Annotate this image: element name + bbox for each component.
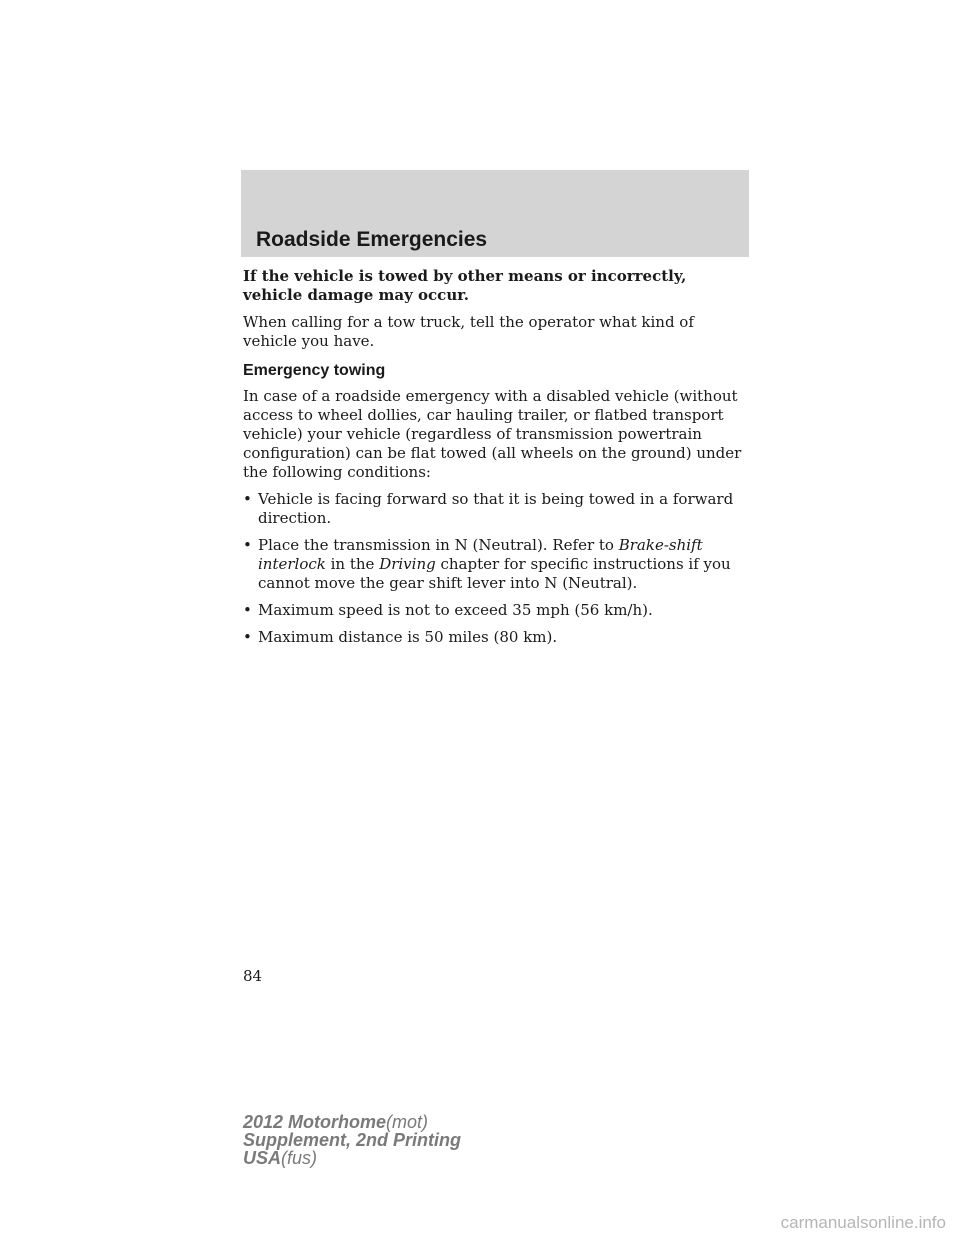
list-item-text: chapter for specific instructions if you cannot move the gear shift lever into N (Neutral). [258,555,731,592]
intro-paragraph: When calling for a tow truck, tell the operator what kind of vehicle you have. [243,313,694,350]
list-item-text: Maximum distance is 50 miles (80 km). [258,628,558,646]
list-item [243,628,743,647]
watermark: carmanualsonline.info [780,1213,946,1232]
footer-line-2: Supplement, 2nd Printing [243,1130,462,1150]
footer-model-code: (mot) [386,1112,429,1132]
list-item [243,490,743,528]
emergency-towing-heading: Emergency towing [243,362,386,379]
section-header-title: Roadside Emergencies [256,228,488,251]
list-item [243,601,743,620]
page-content [243,267,743,655]
emergency-towing-paragraph: In case of a roadside emergency with a disabled vehicle (without access to wheel dollies, car hauling trailer, or flatbed transport vehicle) your vehicle (regardless of transmission powertrain configuration) can be flat towed (all wheels on the ground) under the following conditions: [243,387,742,481]
footer-line-1 [243,1113,461,1131]
footer-market-code: (fus) [281,1148,318,1168]
bullet-icon: • [243,601,252,619]
brake-shift-interlock-reference: Brake-shift interlock [258,536,703,573]
list-item-text: Vehicle is facing forward so that it is being towed in a forward direction. [258,490,734,527]
list-item-text: Maximum speed is not to exceed 35 mph (56 km/h). [258,601,653,619]
footer-print-info [243,1113,461,1167]
bullet-icon: • [243,490,252,508]
list-item [243,536,743,593]
page-number: 84 [243,967,263,985]
footer-market: USA [243,1148,282,1168]
list-item-text: Place the transmission in N (Neutral). Refer to [258,536,619,554]
driving-chapter-reference: Driving [379,555,436,573]
list-item-text: in the [325,555,380,573]
footer-line-3 [243,1149,461,1167]
bullet-icon: • [243,628,252,646]
warning-text: If the vehicle is towed by other means or incorrectly, vehicle damage may occur. [243,267,687,304]
footer-model: 2012 Motorhome [243,1112,387,1132]
bullet-icon: • [243,536,252,554]
conditions-list [243,490,743,647]
